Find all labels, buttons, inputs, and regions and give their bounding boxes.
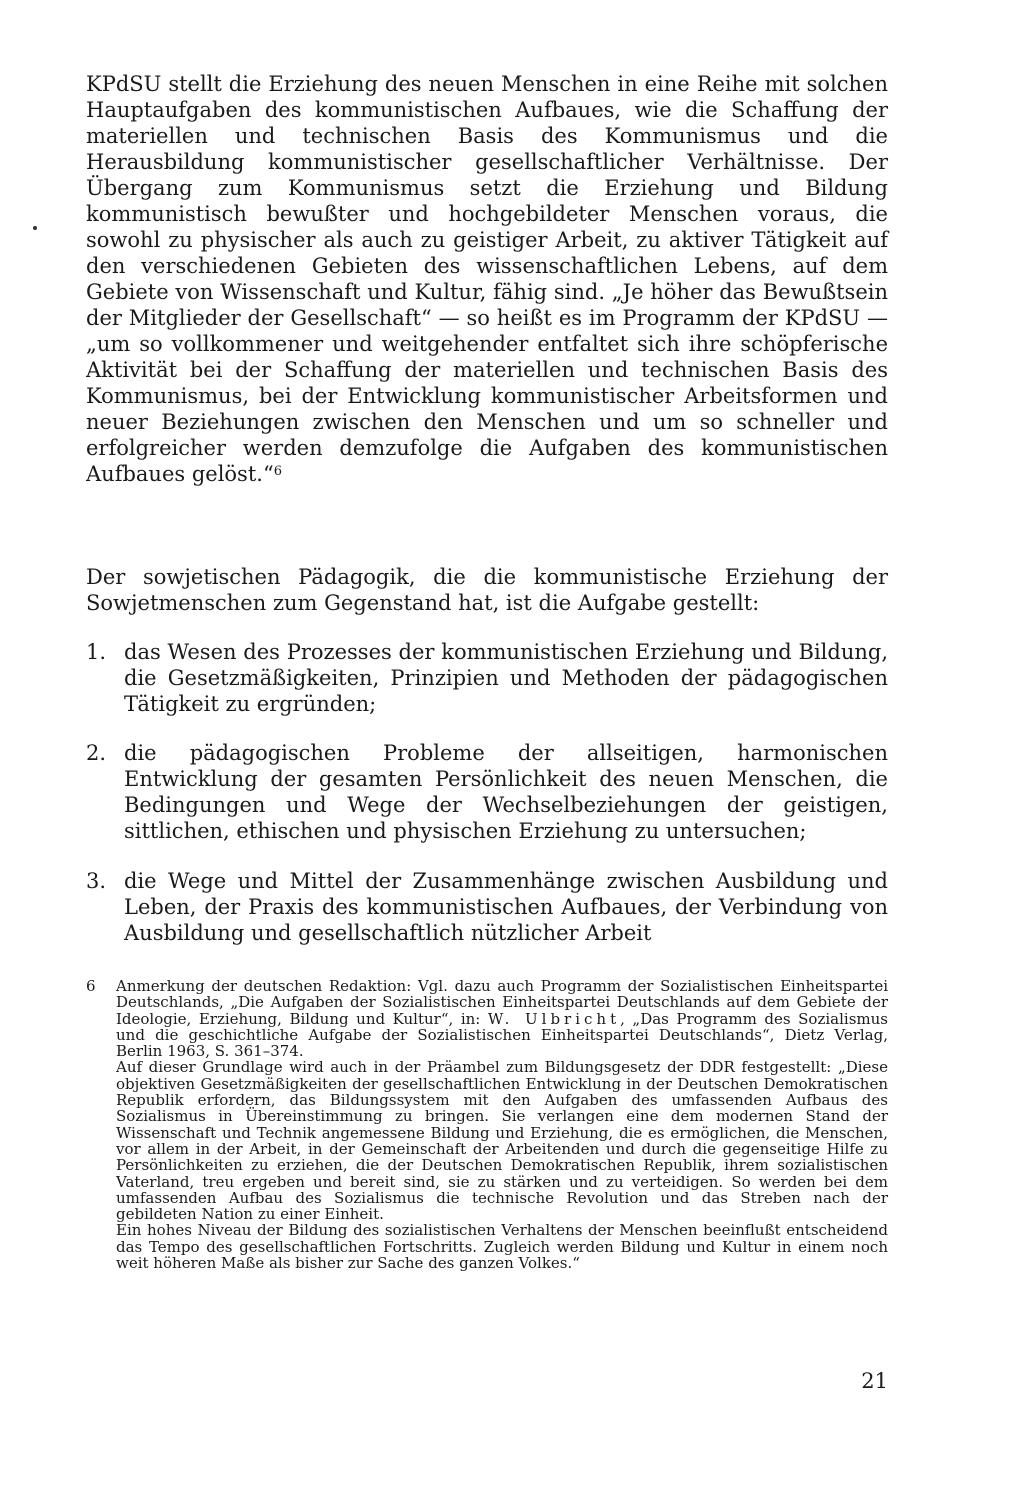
footnote-paragraph-1: [116, 978, 888, 1059]
footnote-paragraph-2: Auf dieser Grundlage wird auch in der Präambel zum Bildungsgesetz der DDR festgestellt: „Diese objektiven Gesetzmäßigkeiten der gesellschaftlichen Entwicklung in der Deutschen Demokratischen Republik erfordern, das Bildungssystem mit den Aufgaben des umfassenden Aufbaus des Sozialismus in Übereinstimmung zu bringen. Sie verlangen eine dem modernen Stand der Wissenschaft und Technik angemessene Bildung und Erziehung, die es ermöglichen, die Menschen, vor allem in der Arbeit, in der Gemeinschaft der Arbeitenden und durch die gegenseitige Hilfe zu Persönlichkeiten zu erziehen, die der Deutschen Demokratischen Republik, ihrem sozialistischen Vaterland, treu ergeben und bereit sind, sie zu stärken und zu verteidigen. So werden bei dem umfassenden Aufbau des Sozialismus die technische Revolution und das Streben nach der gebildeten Nation zu einer Einheit.: [116, 1058, 888, 1224]
paragraph-1-text: KPdSU stellt die Erziehung des neuen Menschen in eine Reihe mit solchen Hauptaufgaben des kommunistischen Aufbaues, wie die Schaffung der materiellen und technischen Basis des Kommunismus und die Herausbildung kommunistischer gesellschaftlicher Verhältnisse. Der Übergang zum Kommunismus setzt die Erziehung und Bildung kommunistisch bewußter und hochgebildeter Menschen voraus, die sowohl zu physischer als auch zu geistiger Arbeit, zu aktiver Tätigkeit auf den verschiedenen Gebieten des wissenschaftlichen Lebens, auf dem Gebiete von Wissenschaft und Kultur, fähig sind. „Je höher das Bewußtsein der Mitglieder der Gesellschaft“ — so heißt es im Programm der KPdSU — „um so vollkommener und weitgehender entfaltet sich ihre schöpferische Aktivität bei der Schaffung der materiellen und technischen Basis des Kommunismus, bei der Entwicklung kommunistischer Arbeitsformen und neuer Beziehungen zwischen den Menschen und um so schneller und erfolgreicher werden demzufolge die Aufgaben des kommunistischen Aufbaues gelöst.“: [86, 72, 888, 486]
footnote-paragraph-3: Ein hohes Niveau der Bildung des sozialistischen Verhaltens der Menschen beeinflußt entscheidend das Tempo des gesellschaftlichen Fortschritts. Zugleich werden Bildung und Kultur in einem noch weit höheren Maße als bisher zur Sache des ganzen Volkes.“: [116, 1221, 888, 1273]
footnote-text-part2: , „Das Programm des Sozialismus und die geschichtliche Aufgabe der Sozialistischen Einheitspartei Deutschlands“, Dietz Verlag, Berlin 1963, S. 361–374.: [116, 1009, 888, 1061]
list-item-text: die Wege und Mittel der Zusammenhänge zwischen Ausbildung und Leben, der Praxis des kommunistischen Aufbaues, der Verbindung von Ausbildung und gesellschaftlich nützlicher Arbeit: [124, 869, 888, 945]
stray-dot: [33, 226, 37, 230]
page-number: 21: [861, 1369, 888, 1393]
footnote-author: W. Ulbricht: [487, 1009, 621, 1028]
footnote-body: [116, 978, 888, 1271]
list-item-text: die pädagogischen Probleme der allseitigen, harmonischen Entwicklung der gesamten Persönlichkeit des neuen Menschen, die Bedingungen und Wege der Wechselbeziehungen der geistigen, sittlichen, ethischen und physischen Erziehung zu untersuchen;: [124, 741, 888, 843]
body-paragraph-2: Der sowjetischen Pädagogik, die die kommunistische Erziehung der Sowjetmenschen zum Gegenstand hat, ist die Aufgabe gestellt:: [86, 565, 888, 615]
list-item-number: 1.: [86, 640, 107, 664]
list-item-text: das Wesen des Prozesses der kommunistischen Erziehung und Bildung, die Gesetzmäßigkeiten, Prinzipien und Methoden der pädagogischen Tätigkeit zu ergründen;: [124, 640, 888, 716]
list-item-number: 3.: [86, 869, 107, 893]
footnote-text-part1: Anmerkung der deutschen Redaktion: Vgl. dazu auch Programm der Sozialistischen Einheitspartei Deutschlands, „Die Aufgaben der Sozialistischen Einheitspartei Deutschlands auf dem Gebiete der Ideologie, Erziehung, Bildung und Kultur“, in:: [116, 977, 888, 1028]
body-paragraph-1: [86, 71, 888, 487]
footnote-marker: 6: [86, 977, 96, 995]
list-item-number: 2.: [86, 741, 107, 765]
footnote-reference: 6: [273, 464, 282, 479]
